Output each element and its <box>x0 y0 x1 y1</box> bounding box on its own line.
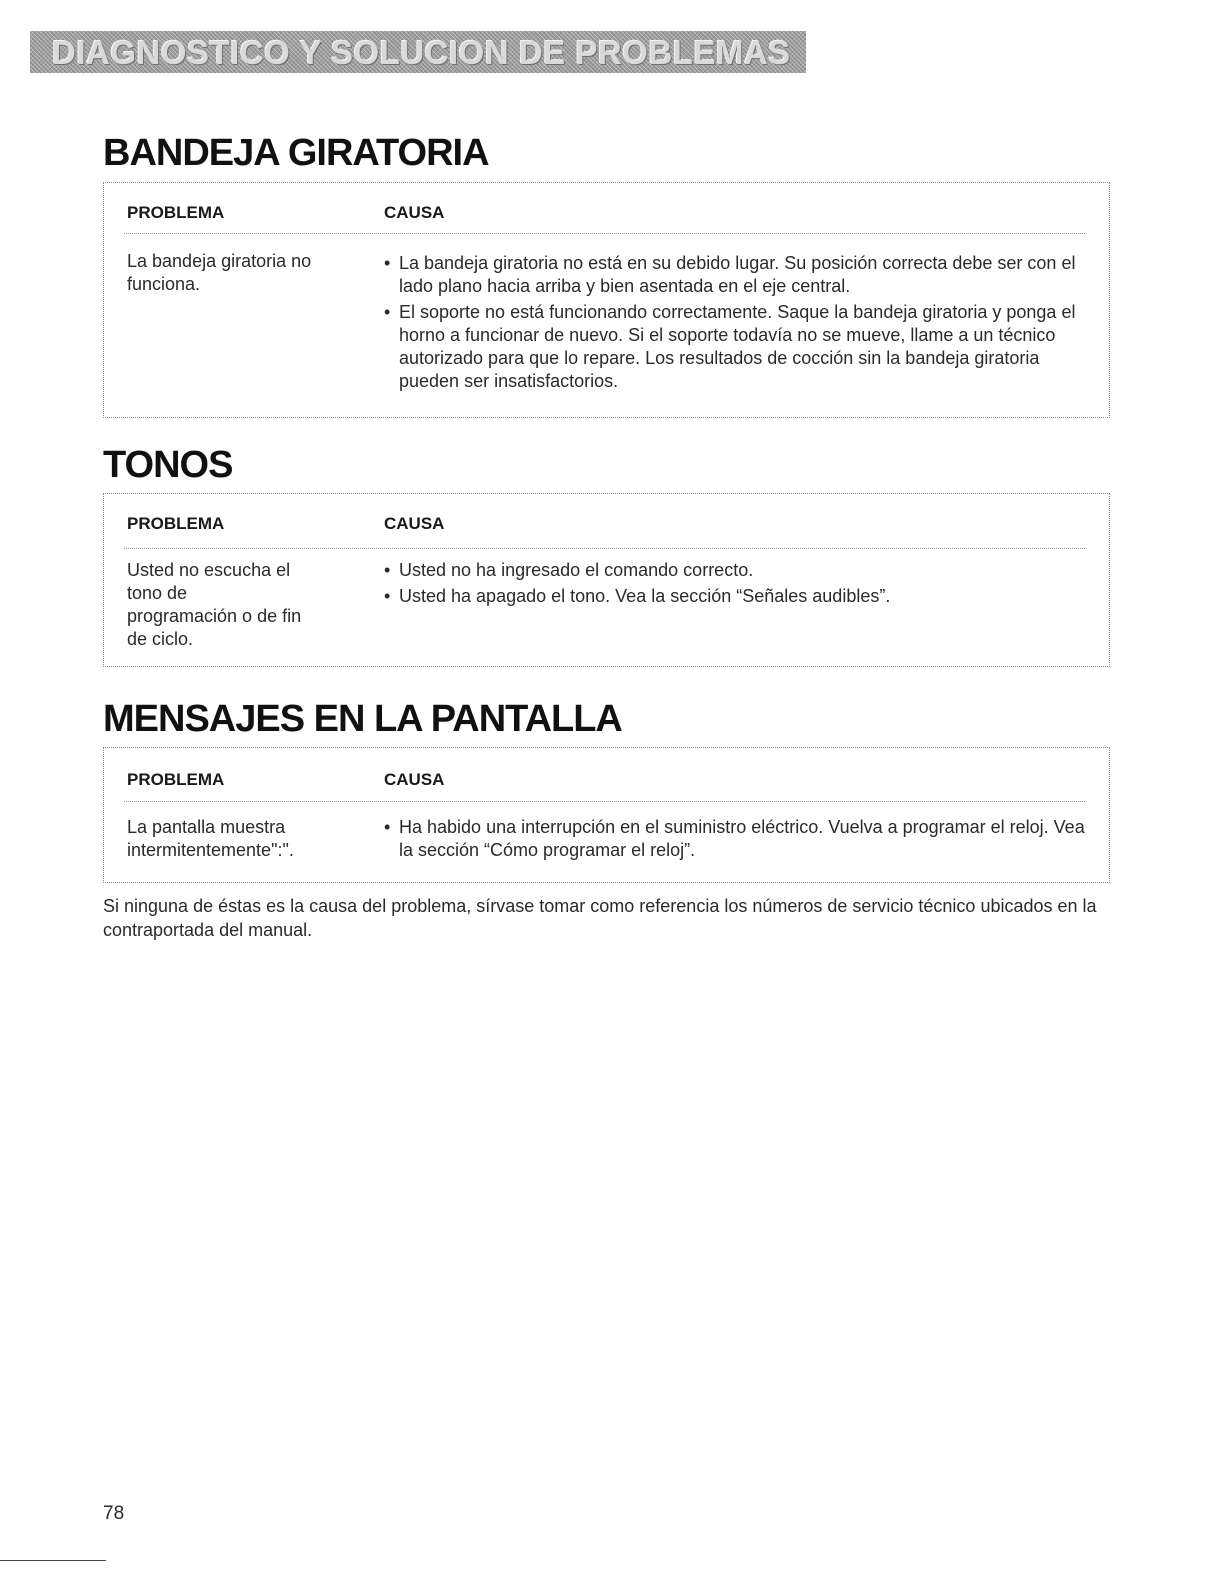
bullet-icon: • <box>384 586 391 606</box>
cause-header: CAUSA <box>384 770 445 789</box>
page-number: 78 <box>103 1503 125 1524</box>
section-table-bandeja <box>103 182 1110 418</box>
section-title-tonos: TONOS <box>103 444 233 486</box>
section-table-mensajes <box>103 747 1110 883</box>
footer-note: Si ninguna de éstas es la causa del problema, sírvase tomar como referencia los números de servicio técnico ubicados en la contraportada del manual. <box>103 896 1097 940</box>
section-title-mensajes: MENSAJES EN LA PANTALLA <box>103 698 622 740</box>
problem-text: La pantalla muestra intermitentemente":". <box>127 817 294 860</box>
problem-header: PROBLEMA <box>127 770 225 789</box>
bottom-divider <box>0 1560 106 1561</box>
header-banner <box>30 31 806 73</box>
cause-item <box>384 252 1089 298</box>
header-divider <box>124 233 1085 234</box>
header-divider <box>124 801 1085 802</box>
cause-header: CAUSA <box>384 514 445 533</box>
cause-text: La bandeja giratoria no está en su debido lugar. Su posición correcta debe ser con el lado plano hacia arriba y bien asentada en el eje central. <box>399 253 1076 296</box>
bullet-icon: • <box>384 253 391 273</box>
header-divider <box>124 548 1085 549</box>
bullet-icon: • <box>384 302 391 322</box>
section-title-bandeja: BANDEJA GIRATORIA <box>103 132 489 174</box>
cause-list <box>384 559 1089 611</box>
cause-header: CAUSA <box>384 203 445 222</box>
bullet-icon: • <box>384 817 391 837</box>
cause-item <box>384 816 1089 862</box>
bullet-icon: • <box>384 560 391 580</box>
section-table-tonos <box>103 493 1110 667</box>
cause-text: El soporte no está funcionando correctamente. Saque la bandeja giratoria y ponga el horno a funcionar de nuevo. Si el soporte todavía no se mueve, llame a un técnico autorizado para que lo repare. Los resultados de cocción sin la bandeja giratoria pueden ser insatisfactorios. <box>399 302 1076 391</box>
problem-text: La bandeja giratoria no funciona. <box>127 251 312 294</box>
problem-header: PROBLEMA <box>127 203 225 222</box>
problem-header: PROBLEMA <box>127 514 225 533</box>
cause-text: Usted no ha ingresado el comando correcto. <box>399 560 754 580</box>
problem-text: Usted no escucha el tono de programación o de fin de ciclo. <box>127 560 302 649</box>
cause-list <box>384 252 1089 396</box>
cause-item <box>384 301 1089 393</box>
banner-title: DIAGNOSTICO Y SOLUCION DE PROBLEMAS <box>52 34 791 71</box>
cause-list <box>384 816 1089 865</box>
cause-text: Ha habido una interrupción en el suministro eléctrico. Vuelva a programar el reloj. Vea la sección “Cómo programar el reloj”. <box>399 817 1085 860</box>
cause-item <box>384 559 1089 582</box>
cause-item <box>384 585 1089 608</box>
cause-text: Usted ha apagado el tono. Vea la sección “Señales audibles”. <box>399 586 891 606</box>
